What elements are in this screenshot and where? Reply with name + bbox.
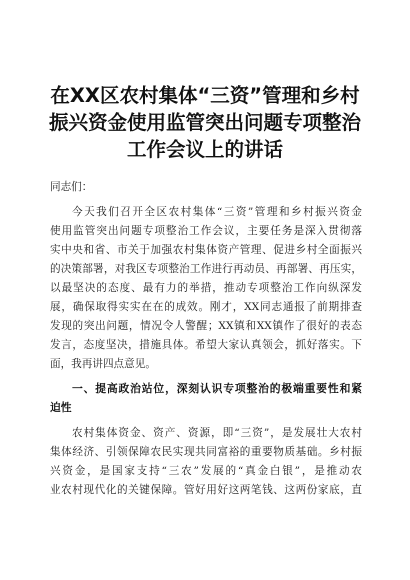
paragraph-1-line: 发现的突出问题，情况令人警醒；XX镇和XX镇作了很好的表态 xyxy=(50,320,362,332)
section-1-heading: 一、提高政治站位，深刻认识专项整治的极端重要性和紧 xyxy=(72,382,362,395)
paragraph-1-line: 使用监管突出问题专项整治工作会议，主要任务是深入贯彻落 xyxy=(50,225,362,237)
paragraph-1-line: 以最坚决的态度、最有力的举措，推动专项整治工作向纵深发 xyxy=(50,282,362,294)
speech-title-line-1: 在XX区农村集体“三资”管理和乡村 xyxy=(50,84,360,107)
greeting: 同志们： xyxy=(50,181,93,193)
paragraph-1-line: 今天我们召开全区农村集体“三资”管理和乡村振兴资金 xyxy=(72,206,362,218)
paragraph-2-line: 业农村现代化的关键保障。管好用好这两笔钱、这两份家底，直 xyxy=(50,484,362,496)
paragraph-1-line: 的决策部署，对我区专项整治工作进行再动员、再部署、再压实， xyxy=(50,263,362,275)
section-1-heading-continued: 迫性 xyxy=(50,401,72,414)
speech-title-line-2: 振兴资金使用监管突出问题专项整治 xyxy=(48,111,361,134)
speech-title-line-3: 工作会议上的讲话 xyxy=(126,138,283,161)
paragraph-2-line: 兴资金，是国家支持“三农”发展的“真金白银”，是推动农 xyxy=(50,465,362,477)
paragraph-2-line: 农村集体资金、资产、资源，即“三资”，是发展壮大农村 xyxy=(72,427,362,439)
paragraph-1-line: 面，我再讲四点意见。 xyxy=(50,358,156,370)
paragraph-1-line: 实中央和省、市关于加强农村集体资产管理、促进乡村全面振兴 xyxy=(50,244,362,256)
paragraph-2-line: 集体经济、引领保障农民实现共同富裕的重要物质基础。乡村振 xyxy=(50,446,362,458)
paragraph-1-line: 发言，态度坚决，措施具体。希望大家认真领会，抓好落实。下 xyxy=(50,339,362,351)
paragraph-1-line: 展，确保取得实实在在的成效。刚才，XX同志通报了前期排查 xyxy=(50,301,362,313)
